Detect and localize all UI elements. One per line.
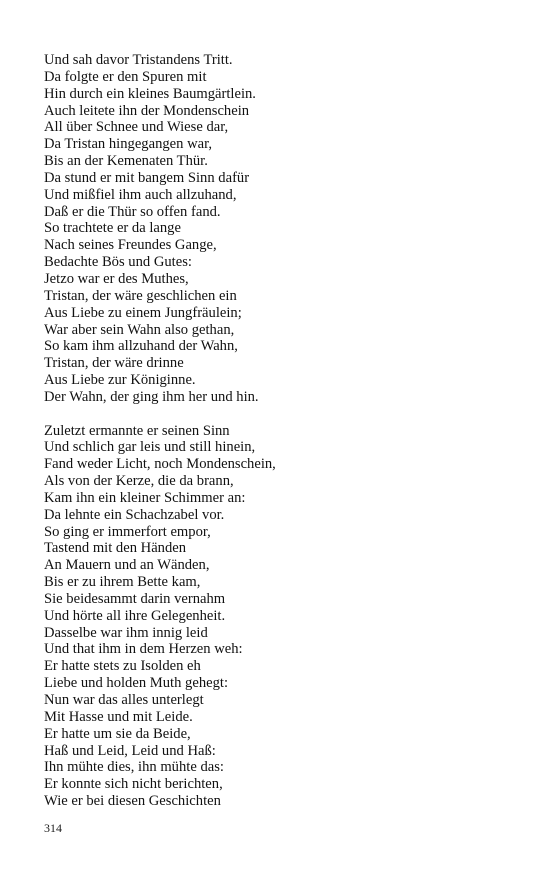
verse-line: Hin durch ein kleines Baumgärtlein. — [44, 85, 256, 102]
verse-line: Und that ihm in dem Herzen weh: — [44, 641, 243, 658]
verse-line: Dasselbe war ihm innig leid — [44, 624, 208, 641]
verse-line: Haß und Leid, Leid und Haß: — [44, 742, 216, 759]
stanza-1 — [44, 52, 514, 406]
verse-line: Nach seines Freundes Gange, — [44, 237, 217, 254]
verse-line: So kam ihm allzuhand der Wahn, — [44, 338, 238, 355]
verse-line: Bedachte Bös und Gutes: — [44, 254, 192, 271]
verse-line: Bis an der Kemenaten Thür. — [44, 153, 208, 170]
verse-line: So trachtete er da lange — [44, 220, 181, 237]
verse-line: Wie er bei diesen Geschichten — [44, 793, 221, 810]
page-number: 314 — [44, 821, 62, 835]
verse-line: Da stund er mit bangem Sinn dafür — [44, 169, 250, 186]
verse-line: So ging er immerfort empor, — [44, 523, 211, 540]
verse-line: Nun war das alles unterlegt — [44, 692, 204, 709]
verse-line: Zuletzt ermannte er seinen Sinn — [44, 422, 230, 439]
verse-line: Ihn mühte dies, ihn mühte das: — [44, 759, 224, 776]
book-page-text — [44, 52, 514, 810]
verse-line: Aus Liebe zu einem Jungfräulein; — [44, 304, 242, 321]
verse-line: Kam ihn ein kleiner Schimmer an: — [44, 489, 246, 506]
verse-line: Da folgte er den Spuren mit — [44, 68, 207, 85]
verse-line: Und sah davor Tristandens Tritt. — [44, 52, 233, 68]
verse-line: An Mauern und an Wänden, — [44, 557, 210, 574]
verse-line: Tastend mit den Händen — [44, 540, 187, 557]
verse-line: All über Schnee und Wiese dar, — [44, 119, 229, 136]
verse-line: Sie beidesammt darin vernahm — [44, 590, 226, 607]
verse-line: Da Tristan hingegangen war, — [44, 136, 213, 153]
verse-line: Tristan, der wäre geschlichen ein — [44, 287, 237, 304]
verse-line: Fand weder Licht, noch Mondenschein, — [44, 456, 276, 473]
verse-line: Und schlich gar leis und still hinein, — [44, 439, 256, 456]
verse-line: Und mißfiel ihm auch allzuhand, — [44, 186, 237, 203]
verse-line: Aus Liebe zur Königinne. — [44, 372, 196, 389]
verse-line: Und hörte all ihre Gelegenheit. — [44, 607, 226, 624]
verse-line: Er hatte stets zu Isolden eh — [44, 658, 201, 675]
verse-line: Der Wahn, der ging ihm her und hin. — [44, 388, 259, 405]
verse-line: Mit Hasse und mit Leide. — [44, 708, 193, 725]
verse-line: Er hatte um sie da Beide, — [44, 725, 191, 742]
verse-line: Jetzo war er des Muthes, — [44, 270, 189, 287]
verse-line: Bis er zu ihrem Bette kam, — [44, 574, 201, 591]
verse-line: Auch leitete ihn der Mondenschein — [44, 102, 250, 119]
verse-line: Als von der Kerze, die da brann, — [44, 473, 234, 490]
verse-line: War aber sein Wahn also gethan, — [44, 321, 235, 338]
verse-line: Da lehnte ein Schachzabel vor. — [44, 506, 225, 523]
verse-line: Tristan, der wäre drinne — [44, 355, 184, 372]
verse-line: Er konnte sich nicht berichten, — [44, 776, 223, 793]
stanza-2 — [44, 423, 514, 810]
verse-line: Liebe und holden Muth gehegt: — [44, 675, 229, 692]
verse-line: Daß er die Thür so offen fand. — [44, 203, 221, 220]
